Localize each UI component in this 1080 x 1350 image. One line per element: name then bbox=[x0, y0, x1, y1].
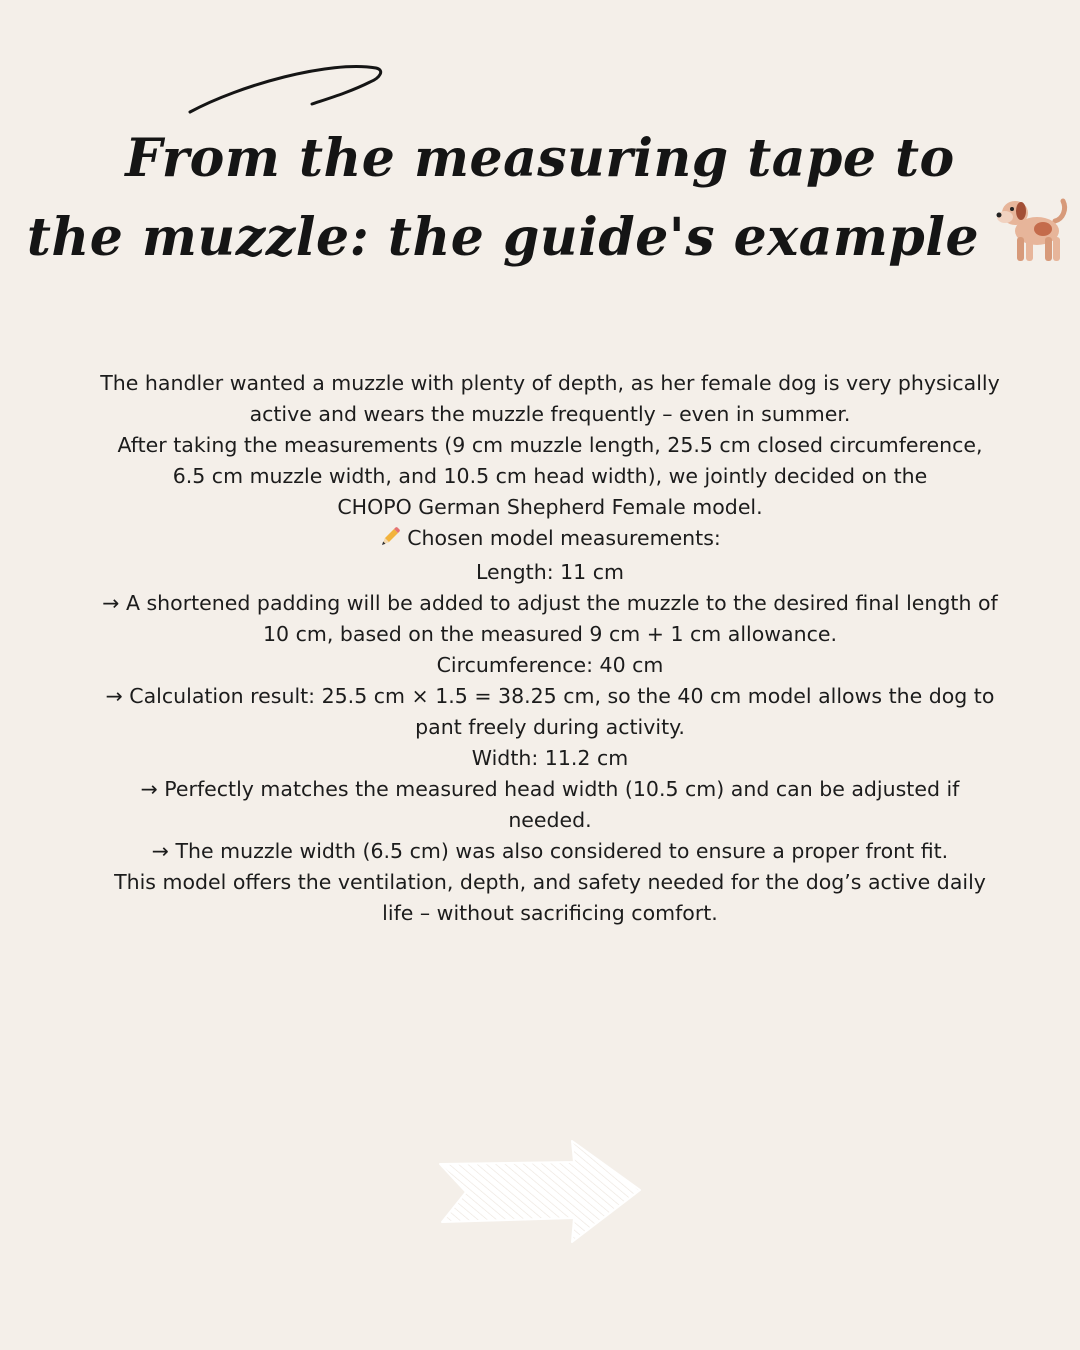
title-line-1: From the measuring tape to bbox=[125, 127, 955, 189]
length-value: Length: 11 cm bbox=[476, 560, 624, 584]
title-line-2-wrapper bbox=[0, 191, 1080, 280]
length-note: → A shortened padding will be added to adjust the muzzle to the desired final length of 10 cm, based on the measured 9 cm + 1 cm allowance. bbox=[102, 591, 998, 646]
guide-example-text bbox=[100, 368, 1000, 929]
model-name: CHOPO German Shepherd Female model. bbox=[337, 495, 763, 519]
closing-paragraph: This model offers the ventilation, depth, and safety needed for the dog’s active daily life – without sacrificing comfort. bbox=[114, 870, 986, 925]
dog-icon bbox=[993, 191, 1073, 280]
circumference-value: Circumference: 40 cm bbox=[436, 653, 664, 677]
intro-paragraph-2: After taking the measurements (9 cm muzzle length, 25.5 cm closed circumference, 6.5 cm muzzle width, and 10.5 cm head width), we jointly decided on the bbox=[117, 433, 983, 488]
intro-paragraph-1: The handler wanted a muzzle with plenty of depth, as her female dog is very physically active and wears the muzzle frequently – even in summer. bbox=[100, 371, 1000, 426]
page-title bbox=[0, 127, 1080, 280]
width-value: Width: 11.2 cm bbox=[471, 746, 629, 770]
circumference-note: → Calculation result: 25.5 cm × 1.5 = 38.25 cm, so the 40 cm model allows the dog to pant freely during activity. bbox=[105, 684, 995, 739]
width-note-head: → Perfectly matches the measured head width (10.5 cm) and can be adjusted if needed. bbox=[140, 777, 960, 832]
arrow-right-icon[interactable] bbox=[436, 1138, 644, 1248]
chosen-heading: Chosen model measurements: bbox=[407, 526, 721, 550]
chosen-heading-line bbox=[100, 523, 1000, 557]
width-note-muzzle: → The muzzle width (6.5 cm) was also considered to ensure a proper front fit. bbox=[151, 839, 949, 863]
title-line-2: the muzzle: the guide's example bbox=[26, 206, 980, 268]
pencil-icon bbox=[379, 526, 401, 557]
